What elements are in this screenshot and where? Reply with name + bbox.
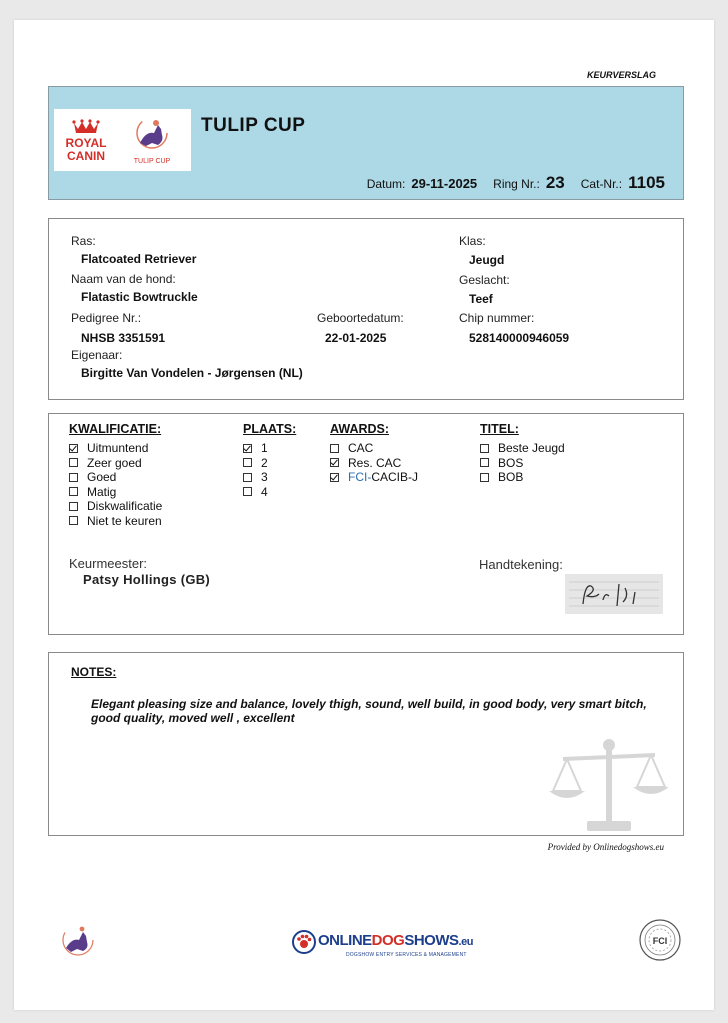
option-label: CAC [348, 441, 374, 455]
justice-scale-icon [549, 735, 669, 835]
date-value: 29-11-2025 [411, 176, 478, 191]
award-option[interactable] [330, 456, 418, 471]
judge-name: Patsy Hollings (GB) [83, 572, 211, 587]
award-option[interactable] [330, 441, 418, 456]
option-label: Uitmuntend [87, 441, 149, 455]
checkbox-icon[interactable] [69, 487, 78, 496]
tulip-cup-logo [128, 113, 180, 167]
pedigree-value: NHSB 3351591 [81, 331, 166, 345]
option-label: BOB [498, 470, 524, 484]
qualification-option[interactable] [69, 470, 162, 485]
option-label: Res. CAC [348, 455, 402, 470]
breed-label: Ras: [71, 234, 96, 248]
option-label: Beste Jeugd [498, 441, 565, 455]
sex-value: Teef [469, 292, 493, 306]
fci-logo-text: FCI [652, 936, 668, 946]
dob-value: 22-01-2025 [325, 331, 387, 345]
judge-label: Keurmeester: [69, 556, 148, 571]
option-label: 2 [261, 455, 268, 470]
option-label: 4 [261, 484, 268, 499]
awards-title: AWARDS: [330, 422, 390, 436]
qualification-title: KWALIFICATIE: [69, 422, 162, 436]
signature-label: Handtekening: [479, 557, 563, 572]
title-option[interactable] [480, 470, 565, 485]
tulip-cup-footer-logo [58, 920, 98, 960]
checkbox-icon[interactable] [330, 444, 339, 453]
option-label: 1 [261, 441, 268, 455]
placement-option[interactable] [243, 441, 296, 456]
placement-option[interactable] [243, 456, 296, 471]
option-label: Zeer goed [87, 455, 142, 470]
pedigree-label: Pedigree Nr.: [71, 311, 142, 325]
qualification-option[interactable] [69, 456, 162, 471]
checkbox-icon[interactable] [69, 444, 78, 453]
title-option[interactable] [480, 441, 565, 456]
sex-label: Geslacht: [459, 273, 510, 287]
checkbox-icon[interactable] [330, 473, 339, 482]
dog-name-value: Flatastic Bowtruckle [81, 290, 198, 304]
paw-icon [292, 930, 316, 954]
ods-tagline: DOGSHOW ENTRY SERVICES & MANAGEMENT [346, 952, 467, 958]
checkbox-icon[interactable] [69, 502, 78, 511]
qualification-option[interactable] [69, 485, 162, 500]
notes-section [48, 652, 684, 836]
titles-group [480, 422, 565, 485]
dog-name-label: Naam van de hond: [71, 272, 176, 286]
titles-title: TITEL: [480, 422, 519, 436]
option-label: Niet te keuren [87, 513, 162, 528]
option-label-prefix: FCI- [348, 470, 372, 484]
option-label: Goed [87, 470, 117, 484]
header-meta [367, 173, 665, 193]
placement-title: PLAATS: [243, 422, 297, 436]
provided-by: Provided by Onlinedogshows.eu [547, 842, 664, 852]
dog-details [48, 218, 684, 400]
checkbox-icon[interactable] [480, 444, 489, 453]
option-label: Diskwalificatie [87, 499, 163, 513]
placement-option[interactable] [243, 485, 296, 500]
report-header [48, 86, 684, 200]
class-label: Klas: [459, 234, 486, 248]
notes-title: NOTES: [71, 665, 117, 679]
royal-canin-logo-text-1: ROYAL [65, 136, 107, 150]
notes-text: Elegant pleasing size and balance, lovely thigh, sound, well build, in good body, very smart bitch, good quality, moved well , excellent [91, 697, 647, 725]
checkbox-icon[interactable] [69, 458, 78, 467]
breed-value: Flatcoated Retriever [81, 252, 197, 266]
checkbox-icon[interactable] [480, 458, 489, 467]
checkbox-icon[interactable] [243, 444, 252, 453]
ring-value: 23 [545, 173, 565, 192]
checkbox-icon[interactable] [243, 473, 252, 482]
fci-logo [638, 918, 682, 962]
owner-label: Eigenaar: [71, 348, 123, 362]
cat-label: Cat-Nr.: [580, 177, 623, 191]
checkbox-icon[interactable] [330, 458, 339, 467]
option-label: BOS [498, 455, 524, 470]
ring-label: Ring Nr.: [493, 177, 540, 191]
option-label: CACIB-J [371, 470, 418, 484]
qualification-group [69, 422, 162, 528]
qualification-option[interactable] [69, 441, 162, 456]
qualification-option[interactable] [69, 514, 162, 529]
ods-wordmark: ONLINEDOGSHOWS.eu [318, 932, 473, 949]
dob-label: Geboortedatum: [317, 311, 404, 325]
award-option[interactable] [330, 470, 418, 485]
chip-label: Chip nummer: [459, 311, 535, 325]
option-label: Matig [87, 484, 117, 499]
awards-group [330, 422, 418, 485]
placement-option[interactable] [243, 470, 296, 485]
royal-canin-logo [60, 115, 112, 167]
signature-image [565, 574, 663, 614]
event-title: TULIP CUP [201, 115, 306, 136]
checkbox-icon[interactable] [243, 487, 252, 496]
date-label: Datum: [366, 177, 406, 191]
qualification-option[interactable] [69, 499, 162, 514]
owner-value: Birgitte Van Vondelen - Jørgensen (NL) [81, 366, 303, 380]
title-option[interactable] [480, 456, 565, 471]
report-page [14, 20, 714, 1010]
checkbox-icon[interactable] [243, 458, 252, 467]
option-label: 3 [261, 470, 268, 484]
placement-group [243, 422, 296, 499]
tulip-cup-logo-text: TULIP CUP [133, 158, 171, 165]
checkbox-icon[interactable] [69, 516, 78, 525]
cat-value: 1105 [628, 173, 665, 192]
checkbox-icon[interactable] [480, 473, 489, 482]
document-type-label: KEURVERSLAG [586, 70, 656, 80]
sponsor-logos [54, 109, 191, 171]
judging-results [48, 413, 684, 635]
checkbox-icon[interactable] [69, 473, 78, 482]
onlinedogshows-logo[interactable] [290, 926, 473, 966]
royal-canin-logo-text-2: CANIN [67, 149, 105, 163]
chip-value: 528140000946059 [469, 331, 570, 345]
class-value: Jeugd [469, 253, 505, 267]
